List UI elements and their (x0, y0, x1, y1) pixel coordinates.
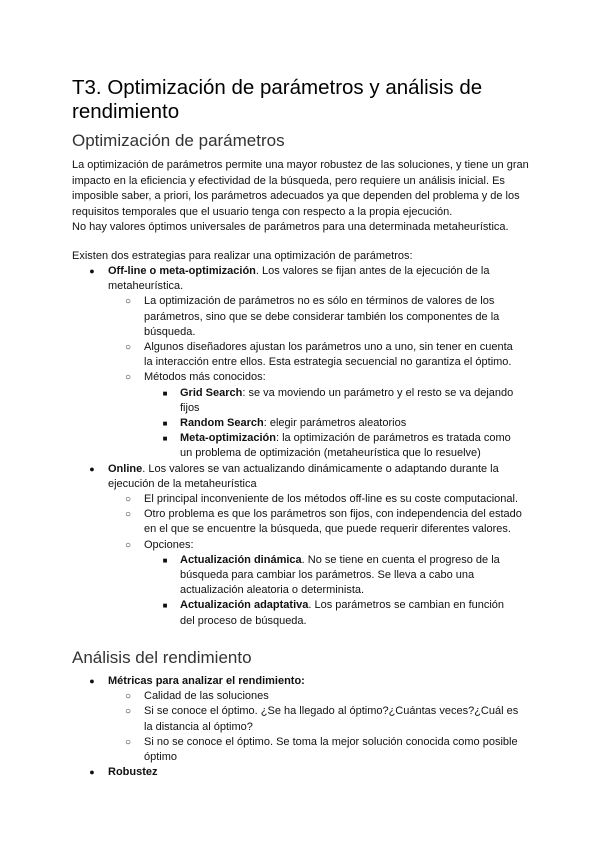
list-item-offline-sub3 (0, 370, 524, 385)
bullet-icon: ● (89, 676, 95, 686)
section-heading-optimizacion: Optimización de parámetros (72, 131, 285, 150)
list-item-option (0, 553, 520, 599)
option-label: Actualización dinámica (180, 553, 302, 566)
list-item-online-sub2 (0, 507, 524, 537)
online-sub1-text: El principal inconveniente de los métodos off-line es su coste computacional. (144, 493, 519, 506)
circle-bullet-icon: ○ (124, 509, 132, 521)
section-heading-rendimiento: Análisis del rendimiento (72, 648, 252, 667)
online-text: . Los valores se van actualizando dinámicamente o adaptando durante la ejecución de la metaheurística (108, 462, 499, 490)
option-text: . No se tiene en cuenta el progreso de la búsqueda para cambiar los parámetros. Se lleva a cabo una actualización aleatoria o determinista. (180, 553, 500, 597)
list-item-option (0, 598, 520, 628)
list-item-offline (0, 264, 528, 294)
bullet-icon: ● (89, 767, 95, 778)
square-bullet-icon: ■ (162, 419, 168, 429)
online-sub3-text: Opciones: (144, 538, 194, 551)
list-item-offline-sub2 (0, 340, 524, 370)
circle-bullet-icon: ○ (124, 736, 132, 748)
method-label: Random Search (180, 417, 264, 430)
square-bullet-icon: ■ (162, 434, 168, 444)
method-text: : la optimización de parámetros es tratada como un problema de optimización (metaheurística que lo resuelve) (180, 432, 511, 460)
list-item-method (0, 416, 520, 431)
square-bullet-icon: ■ (162, 601, 168, 611)
method-label: Meta-optimización (180, 432, 276, 445)
list-item-robustness (0, 765, 528, 780)
square-bullet-icon: ■ (162, 388, 168, 398)
bullet-icon: ● (89, 463, 95, 474)
offline-text: . Los valores se fijan antes de la ejecución de la metaheurística. (108, 265, 490, 293)
circle-bullet-icon: ○ (124, 494, 132, 506)
option-text: . Los parámetros se cambian en función del proceso de búsqueda. (180, 599, 505, 627)
list-item-online-sub1 (0, 492, 524, 507)
circle-bullet-icon: ○ (124, 296, 132, 308)
intro-paragraph: La optimización de parámetros permite una mayor robustez de las soluciones, y tiene un gran impacto en la eficiencia y efectividad de la búsqueda, pero requiere un análisis inicial. Es imposible saber, a priori, los parámetros adecuados ya que dependen del problema y de los requisitos temporales que el usuario tenga con respecto a la propia ejecución. (72, 159, 529, 218)
list-item-metrics (0, 674, 528, 689)
metric-text: Si no se conoce el óptimo. Se toma la mejor solución conocida como posible óptimo (144, 735, 518, 764)
metrics-label: Métricas para analizar el rendimiento: (108, 675, 305, 687)
method-text: : se va moviendo un parámetro y el resto se va dejando fijos (180, 386, 514, 414)
metric-text: Calidad de las soluciones (144, 690, 269, 703)
online-label: Online (108, 462, 143, 475)
option-label: Actualización adaptativa (180, 599, 309, 612)
list-item-metric (0, 704, 524, 734)
robustness-label: Robustez (108, 766, 158, 779)
square-bullet-icon: ■ (162, 555, 168, 565)
metric-text: Si se conoce el óptimo. ¿Se ha llegado al óptimo?¿Cuántas veces?¿Cuál es la distancia al óptimo? (144, 705, 519, 733)
list-item-method (0, 431, 520, 461)
bullet-icon: ● (89, 266, 95, 276)
offline-sub2-text: Algunos diseñadores ajustan los parámetros uno a uno, sin tener en cuenta la interacción entre ellos. Esta estrategia secuencial no garantiza el óptimo. (144, 341, 513, 369)
online-sub2-text: Otro problema es que los parámetros son fijos, con independencia del estado en el que se encuentre la búsqueda, que puede requerir diferentes valores. (144, 508, 522, 536)
list-item-metric (0, 689, 524, 704)
circle-bullet-icon: ○ (124, 691, 132, 703)
offline-sub3-text: Métodos más conocidos: (144, 371, 266, 384)
strategies-list (0, 264, 600, 629)
method-label: Grid Search (180, 386, 243, 399)
offline-label: Off-line o meta-optimización (108, 265, 256, 277)
circle-bullet-icon: ○ (124, 706, 132, 718)
circle-bullet-icon: ○ (124, 342, 132, 354)
document-title: T3. Optimización de parámetros y análisis de rendimiento (72, 76, 483, 123)
circle-bullet-icon: ○ (124, 372, 132, 384)
list-item-online (0, 462, 528, 492)
list-item-online-sub3 (0, 538, 524, 553)
metrics-list (0, 674, 600, 780)
method-text: : elegir parámetros aleatorios (263, 417, 407, 430)
strategies-intro: Existen dos estrategias para realizar una optimización de parámetros: (72, 250, 413, 262)
list-item-offline-sub1 (0, 294, 524, 340)
list-item-metric (0, 735, 524, 765)
list-item-method (0, 386, 520, 416)
intro-note: No hay valores óptimos universales de parámetros para una determinada metaheurística. (72, 221, 509, 233)
circle-bullet-icon: ○ (124, 539, 132, 551)
offline-sub1-text: La optimización de parámetros no es sólo en términos de valores de los parámetros, sino que se debe considerar también los componentes de la búsqueda. (144, 295, 500, 338)
